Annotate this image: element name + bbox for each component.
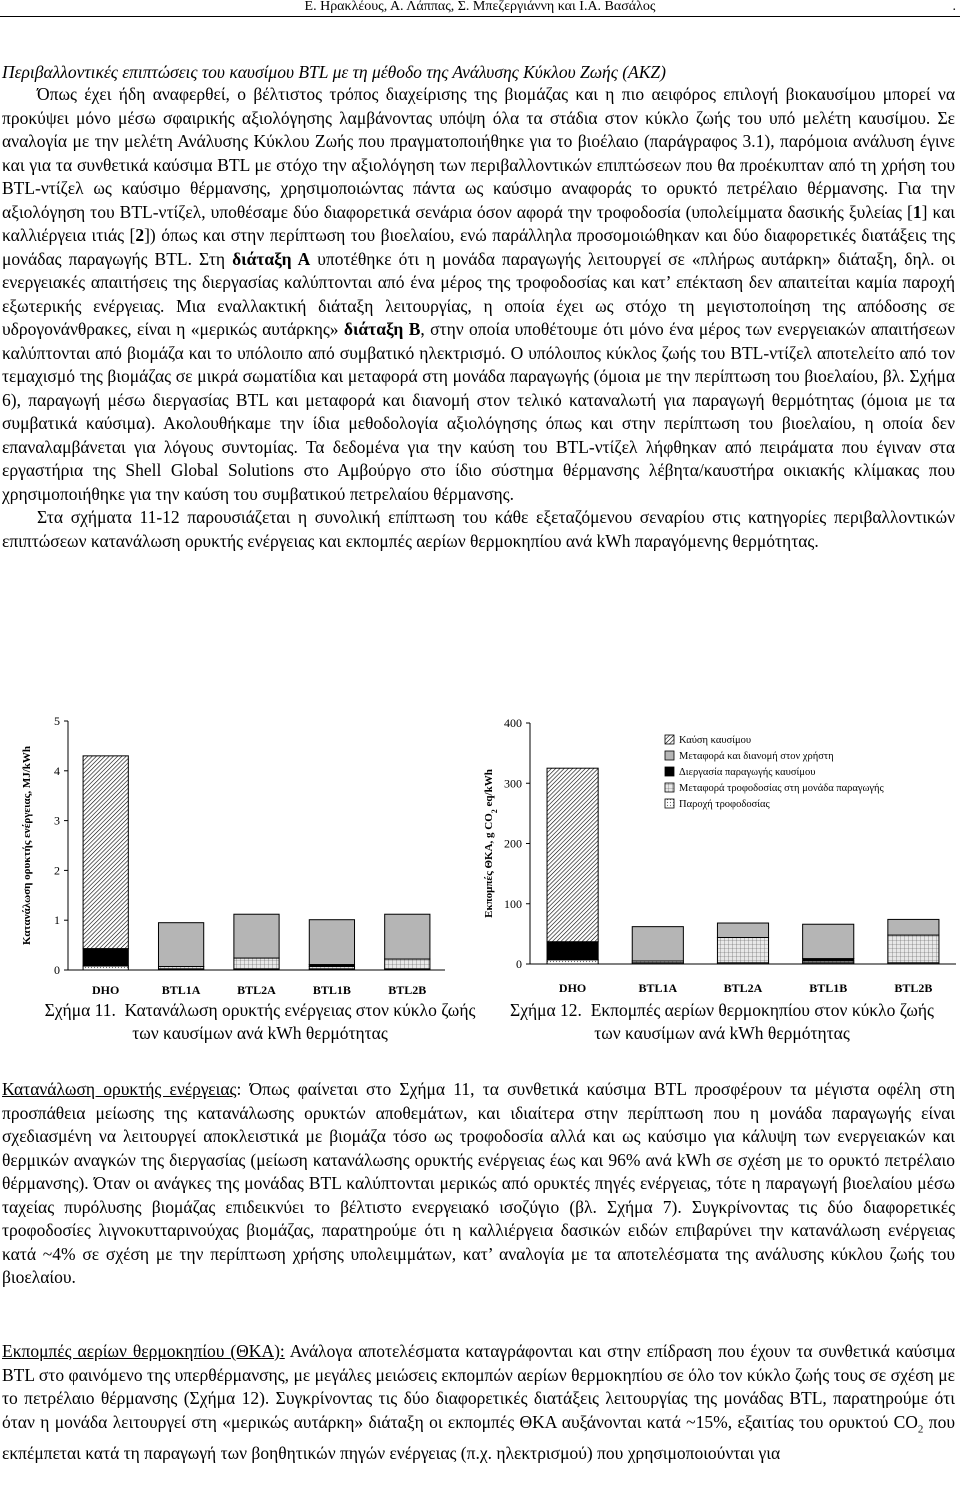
bar-segment-DHO-4 [547,768,598,942]
legend-swatch [665,767,674,776]
running-header [0,0,960,17]
intro-paragraph-2: Στα σχήματα 11-12 παρουσιάζεται η συνολική επίπτωση του κάθε εξεταζόμενου σεναρίου στις κατηγορίες περιβαλλοντικών επιπτώσεων κατανάλωση ορυκτής ενέργειας και εκπομπές αερίων θερμοκηπίου ανά kWh παραγόμενης θερμότητας. [2,507,955,551]
bar-segment-BTL1A-3 [158,923,203,967]
category-label: BTL1B [809,981,848,995]
category-label: BTL2B [894,981,933,995]
category-label: BTL2B [388,983,427,997]
caption-11-label: Σχήμα 11. [44,1000,116,1020]
category-label: BTL2A [237,983,276,997]
bar-segment-BTL2A-1 [234,958,279,969]
energy-section [2,1078,955,1290]
intro-text [2,83,955,553]
y-tick-label: 0 [516,957,522,971]
bar-segment-BTL2A-3 [717,923,768,937]
caption-11-text: Κατανάλωση ορυκτής ενέργειας στον κύκλο ζωής των καυσίμων ανά kWh θερμότητας [124,1000,476,1043]
bar-segment-DHO-0 [83,966,128,970]
y-tick-label: 1 [54,913,60,928]
ghg-heading: Εκπομπές αερίων θερμοκηπίου (ΘΚΑ): [2,1341,285,1361]
energy-heading: Κατανάλωση ορυκτής ενέργειας [2,1079,237,1099]
y-tick-label: 4 [54,763,60,778]
category-label: BTL1B [312,983,351,997]
ghg-paragraph: Εκπομπές αερίων θερμοκηπίου (ΘΚΑ): Ανάλογα αποτελέσματα καταγράφονται και στην επίδραση που έχουν τα συνθετικά καύσιμα BTL στο φαινόμενο της υπερθέρμανσης, με μεγάλες μειώσεις εκπομπών αερίων θερμοκηπίου σε όλο τον κύκλο ζωής τους σε σχέση με το πετρέλαιο θέρμανσης (Σχήμα 12). Συγκρίνοντας τις δύο διαφορετικές διατάξεις λειτουργίας της μονάδας BTL, παρατηρούμε ότι όταν η μονάδα λειτουργεί στη «μερικώς αυτάρκη» διάταξη οι εκπομπές ΘΚΑ αυξάνονται κατά ~15%, εξαιτίας του ορυκτού $CO_2$ που εκπέμπεται κατά τη παραγωγή των βοηθητικών πηγών ενέργειας (π.χ. ηλεκτρισμού) που χρησιμοποιούνται για [2,1341,955,1463]
y-tick-label: 2 [54,863,60,878]
caption-figure-12 [502,999,942,1045]
legend-label: Καύση καυσίμου [679,735,752,746]
category-label: BTL2A [723,981,763,995]
legend-label: Μεταφορά τροφοδοσίας στη μονάδα παραγωγής [679,783,884,794]
y-axis-label: Κατανάλωση ορυκτής ενέργειας, MJ/kWh [21,746,33,945]
ref-1: 1 [912,201,922,222]
ghg-section [2,1340,955,1465]
bar-segment-BTL2A-3 [234,914,279,958]
chart-1 [0,708,480,1000]
chart-1-svg [0,708,480,1000]
bar-segment-BTL1B-3 [803,924,854,958]
energy-paragraph: Κατανάλωση ορυκτής ενέργειας: Όπως φαίνεται στο Σχήμα 11, τα συνθετικά καύσιμα BTL προσφέρουν τα μέγιστα οφέλη στη προσπάθεια μείωσης της κατανάλωσης ορυκτών αποθεμάτων, και ιδιαίτερα στην περίπτωση που η μονάδα παραγωγής είναι σχεδιασμένη να λειτουργεί αποκλειστικά με βιομάζα τόσο ως τροφοδοσία αλλά και ως καύσιμο για κάλυψη των ενεργειακών και θερμικών αναγκών της διεργασίας (μείωση κατανάλωσης ορυκτής ενέργειας έως και 96% ανά kWh σε σχέση με το ορυκτό πετρέλαιο θέρμανσης). Όταν οι ανάγκες της μονάδας BTL καλύπτονται μερικώς από ορυκτές πηγές ενέργειας, τότε η παραγωγή βιοελαίου μέσω ταχείας πυρόλυσης βιομάζας επιδεικνύει το βέλτιστο ενεργειακό ισοζύγιο (βλ. Σχήμα 7). Συγκρίνοντας τις δύο διαφορετικές τροφοδοσίες λιγνοκυτταρινούχας βιομάζας, παρατηρούμε ότι η καλλιέργεια δασικών ειδών επιβαρύνει την κατανάλωση ενέργειας κατά ~4% σε σχέση με την περίπτωση χρήσης υπολειμμάτων, κατ’ αναλογία με τα αποτελέσματα της ανάλυσης κύκλου ζωής του βιοελαίου. [2,1079,955,1287]
header-authors: Ε. Ηρακλέους, Α. Λάππας, Σ. Μπεζεργιάννη και Ι.Α. Βασάλος [304,0,656,14]
bar-segment-DHO-2 [547,942,598,960]
bar-segment-BTL2B-3 [385,914,430,959]
y-tick-label: 200 [504,836,522,851]
bar-segment-BTL2B-1 [385,959,430,969]
bar-segment-DHO-2 [83,949,128,966]
bold-diataxi-b: διάταξη Β [343,319,421,339]
legend-label: Διεργασία παραγωγής καυσίμου [679,767,816,778]
legend-label: Μεταφορά και διανομή στον χρήστη [679,751,834,762]
bar-segment-DHO-0 [547,960,598,964]
bar-segment-BTL1A-3 [632,927,683,961]
y-tick-label: 3 [54,813,60,828]
category-label: DHO [92,983,120,997]
legend-swatch [665,799,674,808]
caption-figure-11 [40,999,480,1045]
y-axis-label: Εκπομπές ΘΚΑ, g $CO_2$ eq/kWh [483,769,499,918]
category-label: DHO [558,981,587,995]
y-tick-label: 300 [504,776,522,791]
bar-segment-BTL1B-3 [309,920,354,965]
legend-swatch [665,751,674,760]
bar-segment-BTL2B-1 [888,935,939,963]
y-tick-label: 0 [54,963,60,977]
caption-12-text: Εκπομπές αερίων θερμοκηπίου στον κύκλο ζωής των καυσίμων ανά kWh θερμότητας [590,1000,934,1043]
category-label: BTL1A [161,983,201,997]
bar-segment-BTL2A-1 [717,937,768,962]
legend-label: Παροχή τροφοδοσίας [679,799,770,810]
bar-segment-BTL2B-3 [888,919,939,935]
section-title: Περιβαλλοντικές επιπτώσεις του καυσίμου BTL με τη μέθοδο της Ανάλυσης Κύκλου Ζωής (ΑΚΖ) [2,62,666,82]
y-tick-label: 5 [54,714,60,728]
ref-2: 2 [135,225,145,245]
y-tick-label: 400 [504,716,522,730]
y-tick-label: 100 [504,896,522,911]
chart-2-svg [480,708,960,1000]
intro-paragraph-1: Όπως έχει ήδη αναφερθεί, ο βέλτιστος τρόπος διαχείρισης της βιομάζας και η πιο αειφόρος επιλογή βιοκαυσίμου μπορεί να προκύψει μόνο μέσω σφαιρικής αξιολόγησης λαμβάνοντας υπόψη όλα τα στάδια στον κύκλο ζωής του υπό μελέτη καυσίμου. Σε αναλογία με την μελέτη Ανάλυσης Κύκλου Ζωής που πραγματοποιήθηκε για το βιοέλαιο (παράγραφος 3.1), παρόμοια ανάλυση έγινε και για τα συνθετικά καύσιμα BTL με στόχο την αξιολόγηση των περιβαλλοντικών επιπτώσεων που θα προέκυπταν από τη χρήση του BTL-ντίζελ ως καύσιμο θέρμανσης, χρησιμοποιώντας πάντα ως καύσιμο αναφοράς το ορυκτό πετρέλαιο θέρμανσης. Για την αξιολόγηση του BTL-ντίζελ, υποθέσαμε δύο διαφορετικά σενάρια όσον αφορά την τροφοδοσία (υπολείμματα δασικής ξυλείας [1] και καλλιέργεια ιτιάς [2]) όπως και στην περίπτωση του βιοελαίου, ενώ παράλληλα προσομοιώθηκαν και δύο διαφορετικές διατάξεις της μονάδας παραγωγής BTL. Στη διάταξη Α υποτέθηκε ότι η μονάδα παραγωγής λειτουργεί σε «πλήρως αυτάρκη» διάταξη, δηλ. οι ενεργειακές απαιτήσεις της διεργασίας καλύπτονται από ένα μέρος της τροφοδοσίας και κατ’ επέκταση δεν απαιτείται καμία παροχή εξωτερικής ενέργειας. Μια εναλλακτική διάταξη λειτουργίας, η οποία έχει ως στόχο τη μεγιστοποίηση της απόδοσης σε υδρογονάνθρακες, είναι η «μερικώς αυτάρκης» διάταξη Β, στην οποία υποθέτουμε ότι μόνο ένα μέρος των ενεργειακών απαιτήσεων καλύπτονται από βιομάζα και το υπόλοιπο από συμβατικό ηλεκτρισμό. Ο υπόλοιπος κύκλος ζωής του BTL-ντίζελ αποτελείτο από τον τεμαχισμό της βιομάζας σε μικρά σωματίδια και μεταφορά στη μονάδα παραγωγής (όμοια με την περίπτωση του βιοελαίου, βλ. Σχήμα 6), παραγωγή μέσω διεργασίας BTL και μεταφορά και διανομή στον τελικό καταναλωτή για παραγωγή θερμότητας (όμοια με τα συμβατικά καύσιμα). Ακολουθήκαμε την ίδια μεθοδολογία αξιολόγησης όπως και στην περίπτωση του βιοελαίου, η οποία δεν επαναλαμβάνεται για λόγους συντομίας. Τα δεδομένα για την καύση του BTL-ντίζελ λήφθηκαν από πειράματα που έγιναν στα εργαστήρια της Shell Global Solutions στο Αμβούργο στο ίδιο σύστημα θέρμανσης λέβητα/καυστήρα οικιακής κλίμακας που χρησιμοποιήθηκε για την καύση του συμβατικού πετρελαίου θέρμανσης. [2,84,956,504]
chart-2 [480,708,960,1000]
bold-diataxi-a: διάταξη Α [232,248,311,269]
legend-swatch [665,783,674,792]
header-dot: . [952,0,956,14]
bar-segment-DHO-4 [83,756,128,949]
caption-12-label: Σχήμα 12. [510,1000,582,1020]
category-label: BTL1A [638,981,678,995]
legend-swatch [665,735,674,744]
